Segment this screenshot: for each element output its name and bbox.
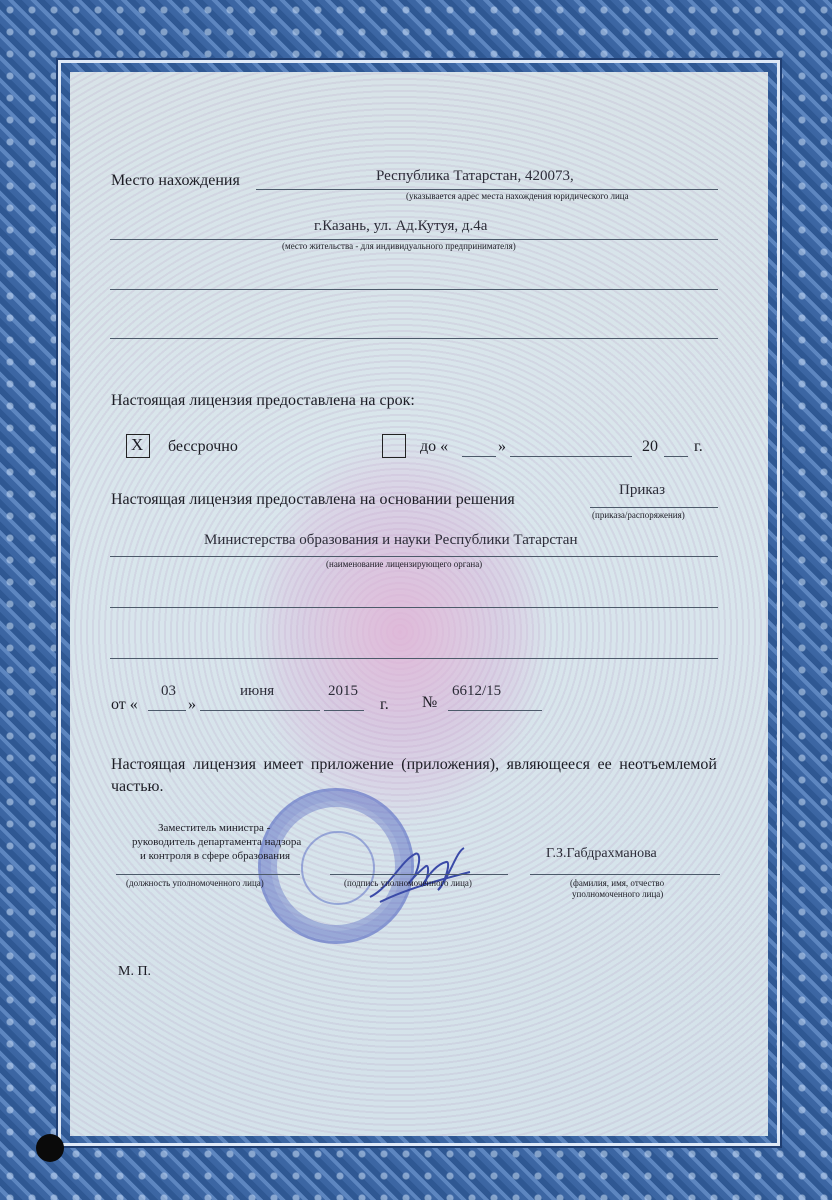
position-note: (должность уполномоченного лица): [126, 878, 264, 888]
date-day-rule: [148, 710, 186, 711]
until-month-rule: [510, 456, 632, 457]
date-month-rule: [200, 710, 320, 711]
address-line1: Республика Татарстан, 420073,: [376, 168, 574, 184]
decision-number-rule: [448, 710, 542, 711]
decision-type-note: (приказа/распоряжения): [592, 510, 685, 520]
year-rule: [664, 456, 688, 457]
seal-label: М. П.: [118, 964, 152, 979]
position-line2: руководитель департамента надзора: [132, 836, 302, 848]
address-line1-rule: [256, 189, 718, 190]
decision-type-rule: [590, 507, 718, 508]
location-label: Место нахождения: [111, 172, 240, 189]
date-month: июня: [240, 683, 275, 699]
license-page: [70, 72, 768, 1136]
authority-rule: [110, 556, 718, 557]
date-quote-close: »: [188, 696, 196, 713]
decision-type: Приказ: [619, 482, 666, 498]
handwritten-signature: [360, 842, 480, 912]
until-quote-close: »: [498, 438, 506, 455]
address-line1-note: (указывается адрес места нахождения юридического лица: [406, 191, 629, 201]
date-year: 2015: [328, 683, 358, 699]
decision-number: 6612/15: [452, 683, 502, 699]
until-prefix: до «: [420, 438, 449, 455]
signatory-name: Г.З.Габдрахманова: [546, 846, 657, 861]
number-sign: №: [422, 694, 438, 711]
year-prefix: 20: [642, 438, 658, 455]
authority-note: (наименование лицензирующего органа): [326, 559, 483, 569]
blank-rule-4: [110, 658, 718, 659]
date-day: 03: [161, 683, 176, 699]
unlimited-checkbox: [126, 434, 150, 458]
unlimited-label: бессрочно: [168, 438, 238, 455]
name-note-line1: (фамилия, имя, отчество: [570, 878, 665, 888]
date-year-rule: [324, 710, 364, 711]
blank-rule-2: [110, 338, 718, 339]
address-line2-rule: [110, 239, 718, 240]
authority-name: Министерства образования и науки Республики Татарстан: [204, 532, 578, 548]
address-line2-note: (место жительства - для индивидуального предпринимателя): [282, 241, 516, 251]
position-line3: и контроля в сфере образования: [140, 850, 291, 862]
blank-rule-1: [110, 289, 718, 290]
name-rule: [530, 874, 720, 875]
position-line1: Заместитель министра -: [158, 822, 271, 834]
signature-rule: [330, 874, 508, 875]
signature-note: (подпись уполномоченного лица): [344, 878, 472, 888]
blank-rule-3: [110, 607, 718, 608]
date-year-suffix: г.: [380, 696, 389, 713]
until-day-rule: [462, 456, 496, 457]
appendix-text: Настоящая лицензия имеет приложение (приложения), являющееся ее неотъемлемой частью.: [111, 756, 717, 795]
term-heading: Настоящая лицензия предоставлена на срок:: [111, 392, 415, 409]
name-note-line2: уполномоченного лица): [572, 889, 664, 899]
address-line2: г.Казань, ул. Ад.Кутуя, д.4а: [314, 218, 488, 234]
hole-punch-dot: [36, 1134, 64, 1162]
basis-heading: Настоящая лицензия предоставлена на основании решения: [111, 491, 515, 508]
year-suffix: г.: [694, 438, 703, 455]
until-checkbox: [382, 434, 406, 458]
position-rule: [116, 874, 300, 875]
date-from-prefix: от «: [111, 696, 138, 713]
checkbox-mark: X: [131, 435, 144, 454]
